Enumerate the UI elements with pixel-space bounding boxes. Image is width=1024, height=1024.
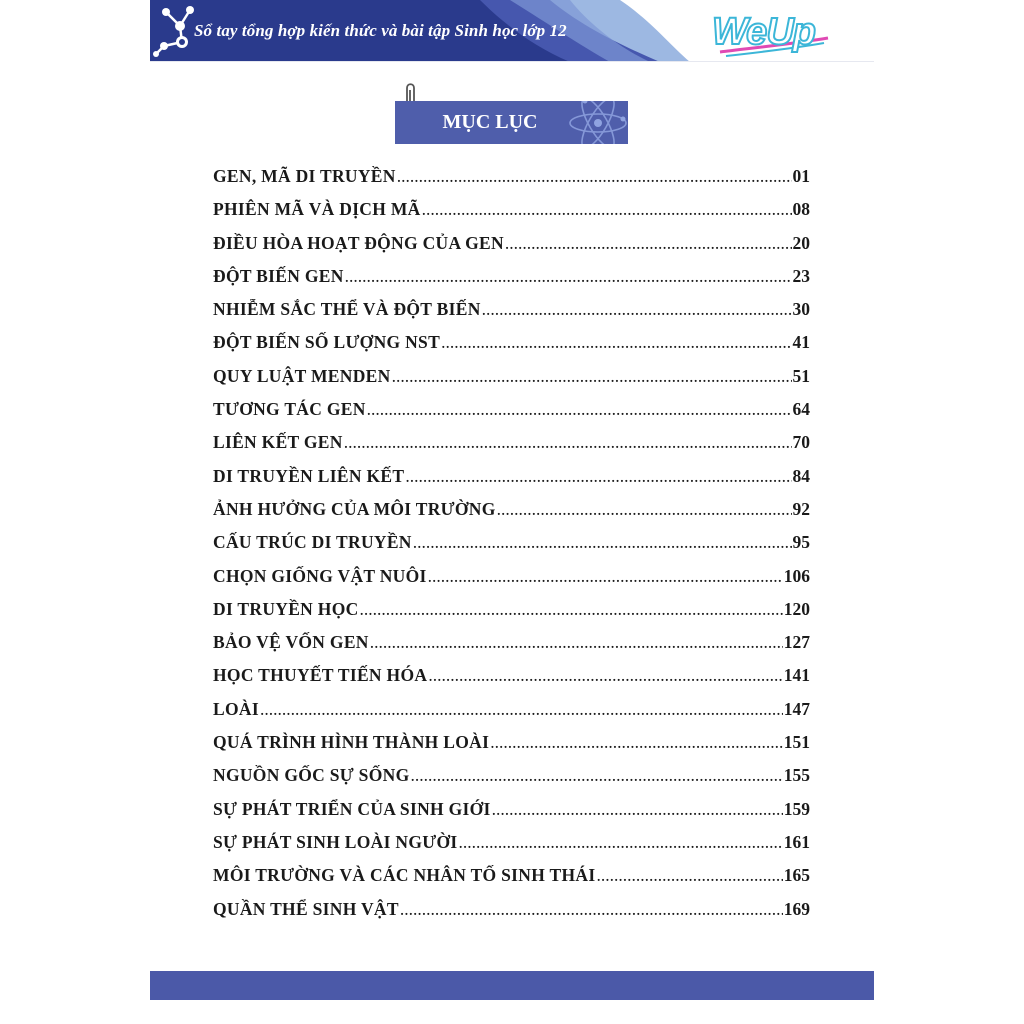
toc-dot-leader: [400, 899, 783, 920]
toc-dot-leader: [490, 732, 783, 753]
toc-entry-label: ĐIỀU HÒA HOẠT ĐỘNG CỦA GEN: [213, 232, 504, 253]
toc-dot-leader: [428, 566, 783, 587]
toc-entry[interactable]: [213, 599, 810, 632]
toc-entry-page-number: 92: [792, 498, 810, 519]
toc-dot-leader: [392, 366, 792, 387]
toc-entry-page-number: 08: [792, 199, 810, 220]
molecule-icon: [152, 2, 198, 58]
toc-entry-label: BẢO VỆ VỐN GEN: [213, 632, 369, 653]
toc-entry-label: SỰ PHÁT TRIỂN CỦA SINH GIỚI: [213, 798, 491, 819]
toc-entry-label: HỌC THUYẾT TIẾN HÓA: [213, 665, 428, 686]
toc-dot-leader: [345, 266, 792, 287]
toc-entry-page-number: 20: [792, 232, 810, 253]
toc-entry-label: DI TRUYỀN HỌC: [213, 598, 359, 619]
toc-dot-leader: [370, 632, 783, 653]
toc-entry-page-number: 84: [792, 465, 810, 486]
toc-entry-label: QUÁ TRÌNH HÌNH THÀNH LOÀI: [213, 732, 490, 753]
toc-entry-page-number: 155: [783, 765, 810, 786]
toc-entry-label: NHIỄM SẮC THỂ VÀ ĐỘT BIẾN: [213, 299, 481, 320]
toc-entry-label: TƯƠNG TÁC GEN: [213, 399, 366, 420]
toc-entry-page-number: 120: [783, 598, 810, 619]
toc-entry-page-number: 30: [792, 299, 810, 320]
header-divider: [150, 61, 874, 62]
toc-entry-page-number: 95: [792, 532, 810, 553]
toc-heading: MỤC LỤC: [442, 111, 538, 133]
toc-entry[interactable]: [213, 233, 810, 266]
toc-entry-page-number: 159: [783, 798, 810, 819]
toc-entry[interactable]: [213, 632, 810, 665]
toc-entry-page-number: 106: [783, 565, 810, 586]
toc-entry[interactable]: [213, 399, 810, 432]
toc-title-box: [395, 101, 628, 144]
toc-dot-leader: [405, 466, 791, 487]
toc-entry[interactable]: [213, 199, 810, 232]
toc-entry-page-number: 147: [783, 698, 810, 719]
toc-entry[interactable]: [213, 832, 810, 865]
toc-entry-label: PHIÊN MÃ VÀ DỊCH MÃ: [213, 199, 421, 220]
toc-entry-page-number: 151: [783, 732, 810, 753]
toc-entry-label: ĐỘT BIẾN GEN: [213, 265, 344, 286]
toc-entry-page-number: 161: [783, 831, 810, 852]
toc-dot-leader: [413, 532, 792, 553]
toc-entry-page-number: 70: [792, 432, 810, 453]
toc-dot-leader: [492, 799, 783, 820]
toc-dot-leader: [505, 233, 792, 254]
toc-entry[interactable]: [213, 332, 810, 365]
book-title: Sổ tay tổng hợp kiến thức và bài tập Sinh học lớp 12: [194, 21, 567, 40]
toc-entry[interactable]: [213, 299, 810, 332]
toc-entry[interactable]: [213, 732, 810, 765]
atom-icon: [565, 101, 628, 144]
toc-dot-leader: [428, 665, 782, 686]
toc-entry-page-number: 01: [792, 166, 810, 186]
toc-entry-label: NGUỒN GỐC SỰ SỐNG: [213, 765, 410, 786]
toc-entry-page-number: 23: [792, 265, 810, 286]
toc-entry[interactable]: [213, 899, 810, 932]
document-page: [150, 0, 874, 1024]
toc-dot-leader: [596, 865, 782, 886]
toc-entry-label: GEN, MÃ DI TRUYỀN: [213, 166, 396, 186]
toc-entry-label: QUY LUẬT MENDEN: [213, 365, 391, 386]
toc-dot-leader: [360, 599, 783, 620]
toc-entry-label: ĐỘT BIẾN SỐ LƯỢNG NST: [213, 332, 441, 353]
toc-entry-label: CẤU TRÚC DI TRUYỀN: [213, 532, 412, 553]
toc-entry-label: LOÀI: [213, 698, 259, 719]
toc-entry[interactable]: [213, 532, 810, 565]
toc-dot-leader: [344, 432, 792, 453]
toc-entry-page-number: 127: [783, 632, 810, 653]
toc-dot-leader: [458, 832, 782, 853]
toc-entry[interactable]: [213, 499, 810, 532]
toc-entry-page-number: 141: [783, 665, 810, 686]
weup-logo: [712, 10, 832, 58]
toc-entry-page-number: 64: [792, 399, 810, 420]
toc-entry-page-number: 41: [792, 332, 810, 353]
toc-entry[interactable]: [213, 699, 810, 732]
toc-entry-label: DI TRUYỀN LIÊN KẾT: [213, 465, 405, 486]
toc-entry-label: ẢNH HƯỞNG CỦA MÔI TRƯỜNG: [213, 498, 496, 519]
toc-entry[interactable]: [213, 266, 810, 299]
toc-dot-leader: [397, 166, 792, 187]
toc-entry-page-number: 51: [792, 365, 810, 386]
toc-entry-label: MÔI TRƯỜNG VÀ CÁC NHÂN TỐ SINH THÁI: [213, 865, 596, 886]
toc-entry[interactable]: [213, 665, 810, 698]
toc-entry[interactable]: [213, 432, 810, 465]
toc-dot-leader: [410, 765, 782, 786]
toc-dot-leader: [441, 332, 791, 353]
toc-dot-leader: [367, 399, 792, 420]
table-of-contents: [213, 166, 810, 932]
toc-entry[interactable]: [213, 799, 810, 832]
toc-entry-label: QUẦN THỂ SINH VẬT: [213, 898, 399, 919]
toc-dot-leader: [260, 699, 783, 720]
toc-entry[interactable]: [213, 765, 810, 798]
toc-entry-label: CHỌN GIỐNG VẬT NUÔI: [213, 565, 427, 586]
toc-entry-label: SỰ PHÁT SINH LOÀI NGƯỜI: [213, 831, 458, 852]
toc-entry[interactable]: [213, 166, 810, 199]
toc-entry[interactable]: [213, 366, 810, 399]
toc-entry-label: LIÊN KẾT GEN: [213, 432, 343, 453]
page-header-banner: [150, 0, 874, 62]
toc-entry[interactable]: [213, 865, 810, 898]
toc-dot-leader: [482, 299, 792, 320]
toc-entry-page-number: 165: [783, 865, 810, 886]
toc-entry[interactable]: [213, 566, 810, 599]
logo-text: WeUp: [712, 11, 815, 53]
footer-bar: [150, 971, 874, 1000]
toc-entry[interactable]: [213, 466, 810, 499]
toc-dot-leader: [422, 199, 792, 220]
toc-dot-leader: [497, 499, 792, 520]
toc-entry-page-number: 169: [783, 898, 810, 919]
